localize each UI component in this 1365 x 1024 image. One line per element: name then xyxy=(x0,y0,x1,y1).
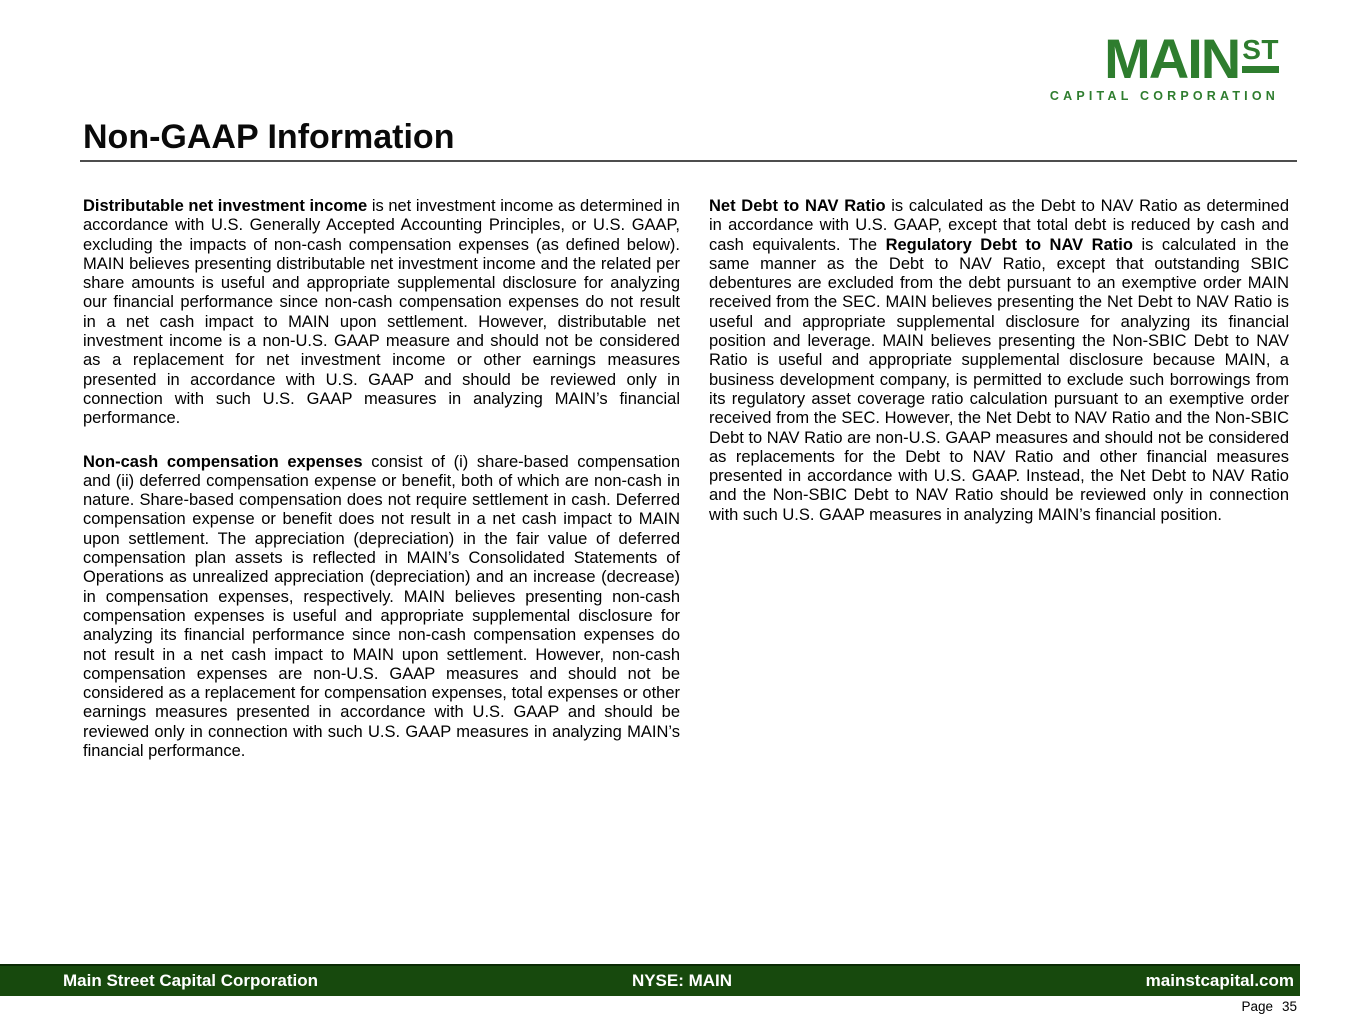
paragraph-non-cash-compensation-expenses xyxy=(83,453,680,762)
page-number-value: 35 xyxy=(1281,999,1297,1014)
footer-bar xyxy=(0,964,1300,996)
page-number-label: Page xyxy=(1241,999,1273,1014)
logo-main-text: MAIN xyxy=(1104,27,1240,90)
term-distributable-net-investment-income: Distributable net investment income xyxy=(83,197,368,215)
footer-company-name: Main Street Capital Corporation xyxy=(63,971,319,990)
left-column xyxy=(83,197,680,785)
paragraph-text: consist of (i) share-based compensation and (ii) deferred compensation expense or benefit, both of which are non-cash in nature. Share-based compensation does not require settlement in cash. Deferred compensation expense or benefit does not result in a net cash impact to MAIN upon settlement. The appreciation (depreciation) in the fair value of deferred compensation plan assets is reflected in MAIN’s Consolidated Statements of Operations as unrealized appreciation (depreciation) and an increase (decrease) in compensation expenses, respectively. MAIN believes presenting non-cash compensation expenses is useful and appropriate supplemental disclosure for analyzing its financial performance since non-cash compensation expenses do not result in a net cash impact to MAIN upon settlement. However, non-cash compensation expenses are non-U.S. GAAP measures and should not be considered as a replacement for compensation expenses, total expenses or other earnings measures presented in accordance with U.S. GAAP and should be reviewed only in connection with such U.S. GAAP measures in analyzing MAIN’s financial performance. xyxy=(83,452,680,761)
term-regulatory-debt-to-nav-ratio: Regulatory Debt to NAV Ratio xyxy=(885,235,1133,254)
paragraph-text: is calculated as the Debt to NAV Ratio as determined in accordance with U.S. GAAP, except that total debt is reduced by cash and cash equivalents. The xyxy=(709,197,1289,254)
paragraph-text: is calculated in the same manner as the Debt to NAV Ratio, except that outstanding SBIC debentures are excluded from the debt pursuant to an exemptive order MAIN received from the SEC. MAIN believes presenting the Net Debt to NAV Ratio is useful and appropriate supplemental disclosure for analyzing its financial position and leverage. MAIN believes presenting the Non-SBIC Debt to NAV Ratio is useful and appropriate supplemental disclosure because MAIN, a business development company, is permitted to exclude such borrowings from its regulatory asset coverage ratio calculation pursuant to an exemptive order received from the SEC. However, the Net Debt to NAV Ratio and the Non-SBIC Debt to NAV Ratio are non-U.S. GAAP measures and should not be considered as replacements for the Debt to NAV Ratio and other financial measures presented in accordance with U.S. GAAP. Instead, the Net Debt to NAV Ratio and the Non-SBIC Debt to NAV Ratio should be reviewed only in connection with such U.S. GAAP measures in analyzing MAIN’s financial position. xyxy=(709,235,1289,524)
mainst-capital-logo xyxy=(1049,27,1279,103)
logo-wordmark xyxy=(1050,27,1279,90)
logo-st-superscript: ST xyxy=(1242,36,1279,73)
footer-website-link[interactable]: mainstcapital.com xyxy=(1145,971,1294,990)
body-columns xyxy=(83,197,1289,785)
page-title: Non-GAAP Information xyxy=(83,118,455,156)
logo-subtitle: CAPITAL CORPORATION xyxy=(1049,88,1279,103)
footer-ticker: NYSE: MAIN xyxy=(631,971,733,990)
term-net-debt-to-nav-ratio: Net Debt to NAV Ratio xyxy=(709,197,886,215)
page-number xyxy=(1241,999,1297,1014)
paragraph-text: is net investment income as determined in accordance with U.S. Generally Accepted Accounting Principles, or U.S. GAAP, excluding the impacts of non-cash compensation expenses (as defined below). MAIN believes presenting distributable net investment income and the related per share amounts is useful and appropriate supplemental disclosure for analyzing our financial performance since non-cash compensation expenses do not result in a net cash impact to MAIN upon settlement. However, distributable net investment income is a non-U.S. GAAP measure and should not be considered as a replacement for net investment income or other earnings measures presented in accordance with U.S. GAAP and should be reviewed only in connection with such U.S. GAAP measures in analyzing MAIN’s financial performance. xyxy=(83,197,680,428)
title-divider-line xyxy=(80,160,1297,162)
right-column xyxy=(709,197,1289,785)
term-non-cash-compensation-expenses: Non-cash compensation expenses xyxy=(83,452,363,471)
paragraph-distributable-net-investment-income xyxy=(83,197,680,429)
paragraph-net-debt-to-nav-ratio xyxy=(709,197,1289,525)
